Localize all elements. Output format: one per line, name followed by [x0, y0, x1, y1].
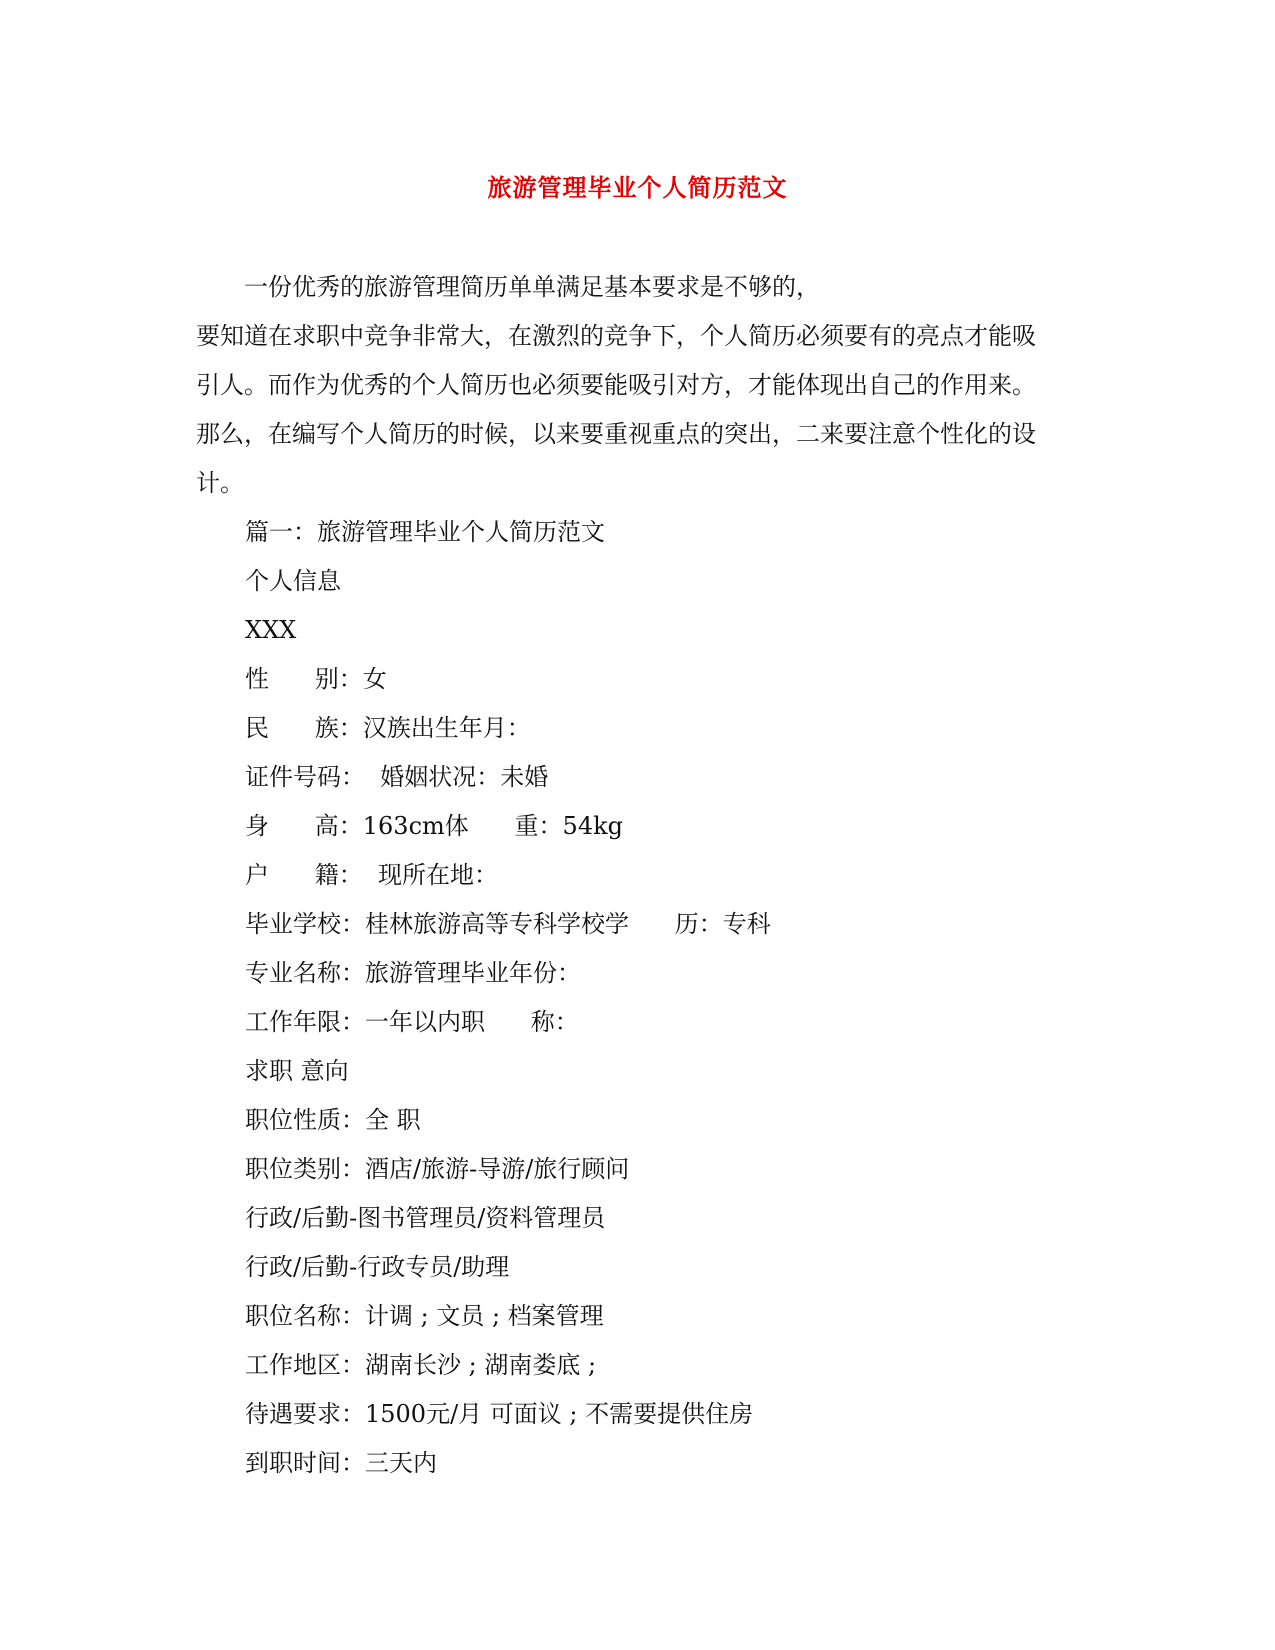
intro-line: 一份优秀的旅游管理简历单单满足基本要求是不够的，: [244, 273, 820, 301]
resume-field: 职位性质：全 职: [245, 1106, 421, 1134]
resume-field: 证件号码： 婚姻状况：未婚: [245, 763, 549, 791]
intro-line: 计。: [196, 469, 244, 497]
resume-field: 身 高：163cm体 重：54kg: [245, 812, 623, 840]
resume-field: 行政/后勤-图书管理员/资料管理员: [245, 1204, 606, 1232]
resume-name: XXX: [245, 616, 297, 644]
section-heading: 个人信息: [245, 567, 341, 595]
resume-field: 毕业学校：桂林旅游高等专科学校学 历：专科: [245, 910, 771, 938]
intro-line: 那么，在编写个人简历的时候，以来要重视重点的突出，二来要注意个性化的设: [196, 420, 1036, 448]
intro-paragraph: [196, 263, 1076, 508]
intro-line: 要知道在求职中竞争非常大，在激烈的竞争下，个人简历必须要有的亮点才能吸: [196, 322, 1036, 350]
section-heading: 求职 意向: [245, 1057, 349, 1085]
resume-field: 工作年限：一年以内职 称：: [245, 1008, 579, 1036]
document-title: 旅游管理毕业个人简历范文: [487, 173, 788, 202]
resume-field: 到职时间：三天内: [245, 1449, 437, 1477]
resume-field: 待遇要求：1500元/月 可面议 ; 不需要提供住房: [245, 1400, 754, 1428]
section-heading: 篇一：旅游管理毕业个人简历范文: [245, 518, 605, 546]
resume-field: 专业名称：旅游管理毕业年份：: [245, 959, 581, 987]
resume-body: [245, 508, 1075, 1488]
resume-field: 户 籍： 现所在地：: [245, 861, 499, 889]
resume-field: 行政/后勤-行政专员/助理: [245, 1253, 510, 1281]
intro-line: 引人。而作为优秀的个人简历也必须要能吸引对方，才能体现出自己的作用来。: [196, 371, 1036, 399]
resume-field: 民 族：汉族出生年月：: [245, 714, 531, 742]
resume-field: 职位名称：计调 ; 文员 ; 档案管理: [245, 1302, 604, 1330]
resume-field: 工作地区：湖南长沙 ; 湖南娄底 ;: [245, 1351, 597, 1379]
resume-field: 职位类别：酒店/旅游-导游/旅行顾问: [245, 1155, 630, 1183]
resume-field: 性 别：女: [245, 665, 387, 693]
